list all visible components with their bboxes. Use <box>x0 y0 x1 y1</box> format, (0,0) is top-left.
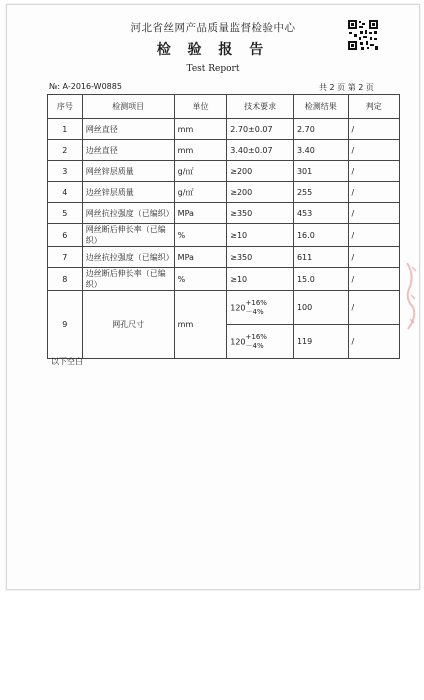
test-item: 网孔尺寸 <box>82 291 174 359</box>
table-row <box>48 182 400 203</box>
unit: MPa <box>174 247 227 268</box>
verdict: / <box>348 291 399 325</box>
table-row <box>48 203 400 224</box>
row-number: 2 <box>48 140 83 161</box>
requirement: ≥10 <box>227 268 294 291</box>
table-row <box>48 268 400 291</box>
table-row <box>48 140 400 161</box>
column-header: 技术要求 <box>227 95 294 119</box>
row-number: 4 <box>48 182 83 203</box>
test-item: 网丝直径 <box>82 119 174 140</box>
row-number: 5 <box>48 203 83 224</box>
test-item: 边丝直径 <box>82 140 174 161</box>
verdict: / <box>348 119 399 140</box>
results-table <box>47 94 400 359</box>
test-item: 网丝锌层质量 <box>82 161 174 182</box>
blank-below-note: 以下空白 <box>51 357 83 366</box>
requirement: ≥350 <box>227 247 294 268</box>
requirement <box>227 291 294 325</box>
test-result: 453 <box>293 203 348 224</box>
verdict: / <box>348 182 399 203</box>
verdict: / <box>348 325 399 359</box>
row-number: 7 <box>48 247 83 268</box>
table-row <box>48 119 400 140</box>
tolerance-minus: －4% <box>245 341 264 350</box>
row-number: 6 <box>48 224 83 247</box>
column-header: 检测项目 <box>82 95 174 119</box>
verdict: / <box>348 203 399 224</box>
organization-name: 河北省丝网产品质量监督检验中心 <box>130 22 296 34</box>
test-item: 边丝锌层质量 <box>82 182 174 203</box>
test-result: 2.70 <box>293 119 348 140</box>
test-item: 边丝断后伸长率（已编织） <box>82 268 174 291</box>
verdict: / <box>348 268 399 291</box>
report-number: №: A-2016-W0885 <box>49 82 122 91</box>
page-indicator: 共 2 页 第 2 页 <box>319 83 374 92</box>
row-number: 8 <box>48 268 83 291</box>
row-number: 3 <box>48 161 83 182</box>
verdict: / <box>348 161 399 182</box>
report-page <box>6 4 420 590</box>
test-result: 15.0 <box>293 268 348 291</box>
unit: mm <box>174 140 227 161</box>
requirement: ≥350 <box>227 203 294 224</box>
table-row <box>48 247 400 268</box>
tolerance-plus: +16% <box>245 332 267 341</box>
table-row <box>48 224 400 247</box>
test-result: 255 <box>293 182 348 203</box>
table-row <box>48 161 400 182</box>
unit: g/㎡ <box>174 161 227 182</box>
unit: g/㎡ <box>174 182 227 203</box>
unit: MPa <box>174 203 227 224</box>
verdict: / <box>348 140 399 161</box>
requirement: ≥200 <box>227 161 294 182</box>
test-result: 119 <box>293 325 348 359</box>
requirement: ≥200 <box>227 182 294 203</box>
test-item: 网丝抗拉强度（已编织） <box>82 203 174 224</box>
test-result: 3.40 <box>293 140 348 161</box>
qr-code-icon <box>347 19 379 51</box>
requirement: ≥10 <box>227 224 294 247</box>
unit: mm <box>174 119 227 140</box>
requirement: 2.70±0.07 <box>227 119 294 140</box>
column-header: 检测结果 <box>293 95 348 119</box>
test-item: 边丝抗拉强度（已编织） <box>82 247 174 268</box>
unit: % <box>174 268 227 291</box>
column-header: 判定 <box>348 95 399 119</box>
report-subtitle: Test Report <box>186 64 240 74</box>
tolerance-plus: +16% <box>245 298 267 307</box>
column-header: 单位 <box>174 95 227 119</box>
stamp-fragment-icon <box>405 255 419 335</box>
unit: mm <box>174 291 227 359</box>
verdict: / <box>348 247 399 268</box>
table-row <box>48 291 400 325</box>
test-result: 100 <box>293 291 348 325</box>
test-item: 网丝断后伸长率（已编织） <box>82 224 174 247</box>
requirement-base: 120 <box>230 337 246 346</box>
column-header: 序号 <box>48 95 83 119</box>
requirement-base: 120 <box>230 303 246 312</box>
test-result: 301 <box>293 161 348 182</box>
table-header-row <box>48 95 400 119</box>
tolerance-minus: －4% <box>245 307 264 316</box>
verdict: / <box>348 224 399 247</box>
unit: % <box>174 224 227 247</box>
report-title: 检 验 报 告 <box>156 42 270 58</box>
requirement <box>227 325 294 359</box>
test-result: 16.0 <box>293 224 348 247</box>
row-number: 9 <box>48 291 83 359</box>
test-result: 611 <box>293 247 348 268</box>
row-number: 1 <box>48 119 83 140</box>
requirement: 3.40±0.07 <box>227 140 294 161</box>
